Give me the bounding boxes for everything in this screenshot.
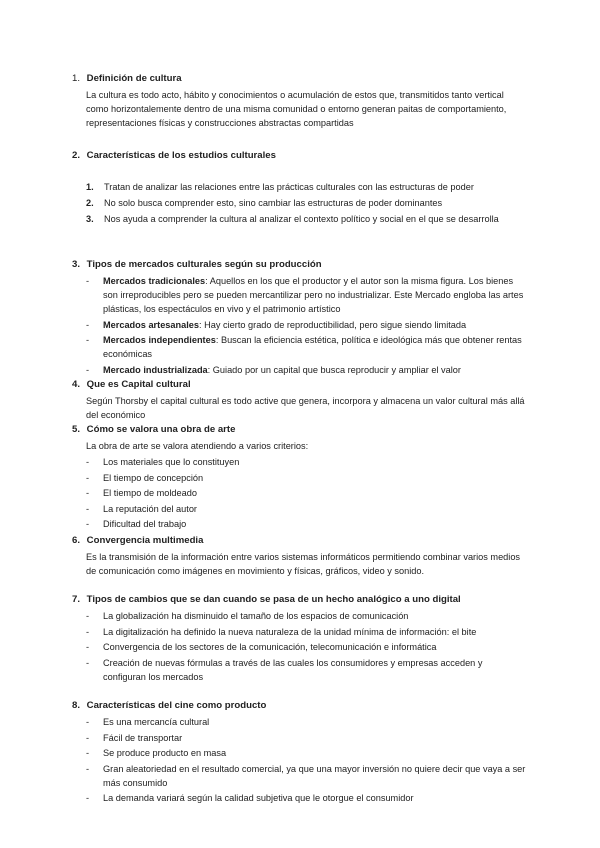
item-text: : Buscan la eficiencia estética, política e ideológica más que obtener rentas económicas bbox=[103, 335, 522, 359]
bullet-dash: - bbox=[86, 611, 90, 621]
item-number: 1. bbox=[86, 182, 94, 192]
section-7-heading bbox=[72, 594, 542, 606]
list-item bbox=[86, 715, 526, 729]
section-4-heading bbox=[72, 379, 542, 391]
list-item bbox=[86, 363, 526, 377]
section-8-heading bbox=[72, 700, 542, 712]
section-4-title: Que es Capital cultural bbox=[86, 379, 191, 390]
list-item bbox=[86, 517, 526, 531]
section-1-title: Definición de cultura bbox=[86, 73, 182, 84]
item-text: Los materiales que lo constituyen bbox=[103, 457, 240, 467]
item-text: Dificultad del trabajo bbox=[103, 519, 187, 529]
section-4-body: Según Thorsby el capital cultural es todo active que genera, incorpora y almacena un valor cultural más allá del económico bbox=[86, 396, 525, 420]
section-2-number: 2. bbox=[72, 150, 81, 161]
section-8-number: 8. bbox=[72, 700, 81, 711]
list-item bbox=[86, 212, 526, 226]
list-item bbox=[86, 609, 526, 623]
bullet-dash: - bbox=[86, 519, 90, 529]
section-3-heading bbox=[72, 259, 542, 271]
list-item bbox=[86, 180, 526, 194]
item-text: : Aquellos en los que el productor y el autor son la misma figura. Los bienes son irreproducibles pero se pueden mercantilizar pero no industrializar. Este Mercado engloba las artes plásticas, los espectáculos en vivo y el patrimonio artístico bbox=[103, 276, 524, 314]
section-3-title: Tipos de mercados culturales según su producción bbox=[86, 259, 322, 270]
section-6-body: Es la transmisión de la información entre varios sistemas informáticos permitiendo combinar varios medios de comunicación como imágenes en movimiento y físicas, gráficos, video y sonido. bbox=[86, 552, 521, 576]
section-2-title: Características de los estudios culturales bbox=[86, 150, 276, 161]
bullet-dash: - bbox=[86, 657, 90, 668]
section-7-number: 7. bbox=[72, 594, 81, 605]
list-item bbox=[86, 333, 526, 361]
bullet-dash: - bbox=[86, 732, 90, 743]
section-5-heading bbox=[72, 424, 542, 436]
item-text: La reputación del autor bbox=[103, 503, 197, 514]
item-number: 2. bbox=[86, 198, 94, 208]
bullet-dash: - bbox=[86, 319, 90, 330]
list-item bbox=[86, 640, 526, 654]
bullet-dash: - bbox=[86, 503, 90, 514]
bullet-dash: - bbox=[86, 276, 90, 286]
list-item bbox=[86, 791, 526, 805]
section-6-title: Convergencia multimedia bbox=[86, 535, 204, 546]
section-5-list bbox=[86, 455, 526, 533]
bullet-dash: - bbox=[86, 335, 90, 345]
item-text: Gran aleatoriedad en el resultado comercial, ya que una mayor inversión no quiere decir que vaya a ser más consumido bbox=[103, 763, 526, 788]
section-6-number: 6. bbox=[72, 535, 81, 546]
list-item bbox=[86, 731, 526, 745]
item-text: Fácil de transportar bbox=[103, 732, 183, 743]
list-item bbox=[86, 274, 526, 316]
section-1-number: 1. bbox=[72, 73, 81, 84]
bullet-dash: - bbox=[86, 717, 90, 727]
section-2-heading bbox=[72, 150, 542, 162]
item-text: No solo busca comprender esto, sino cambiar las estructuras de poder dominantes bbox=[104, 198, 443, 208]
section-5-number: 5. bbox=[72, 424, 81, 435]
section-5-title: Cómo se valora una obra de arte bbox=[86, 424, 236, 435]
item-lead: Mercado industrializada bbox=[103, 364, 208, 375]
bullet-dash: - bbox=[86, 626, 90, 637]
item-text: La globalización ha disminuido el tamaño de los espacios de comunicación bbox=[103, 611, 409, 621]
list-item bbox=[86, 656, 526, 684]
bullet-dash: - bbox=[86, 763, 90, 774]
item-text: Creación de nuevas fórmulas a través de las cuales los consumidores y empresas acceden y configuran los mercados bbox=[103, 657, 483, 682]
section-1-body: La cultura es todo acto, hábito y conocimientos o acumulación de estos que, transmitidos tanto vertical como horizontalemente dentro de una misma comunidad o entorno generan paitas de comportamiento, representaciones físicas y construcciones abstractas compartidas bbox=[86, 90, 507, 128]
section-8-list bbox=[86, 715, 526, 807]
list-item bbox=[86, 486, 526, 500]
list-item bbox=[86, 746, 526, 760]
section-2-list bbox=[86, 180, 526, 228]
item-text: Nos ayuda a comprender la cultura al analizar el contexto político y social en el que se desarrolla bbox=[104, 214, 499, 224]
bullet-dash: - bbox=[86, 364, 90, 375]
list-item bbox=[86, 625, 526, 639]
list-item bbox=[86, 196, 526, 210]
item-lead: Mercados independientes bbox=[103, 335, 216, 345]
section-7-list bbox=[86, 609, 526, 685]
bullet-dash: - bbox=[86, 457, 90, 467]
section-6-heading bbox=[72, 535, 542, 547]
list-item bbox=[86, 502, 526, 516]
item-text: Se produce producto en masa bbox=[103, 748, 227, 758]
list-item bbox=[86, 762, 526, 790]
item-text: La digitalización ha definido la nueva naturaleza de la unidad mínima de información: el bite bbox=[103, 626, 477, 637]
list-item bbox=[86, 318, 526, 332]
section-3-number: 3. bbox=[72, 259, 81, 270]
section-7-title: Tipos de cambios que se dan cuando se pasa de un hecho analógico a uno digital bbox=[86, 594, 461, 605]
section-5-body: La obra de arte se valora atendiendo a varios criterios: bbox=[86, 441, 309, 451]
section-3-list bbox=[86, 274, 526, 378]
item-number: 3. bbox=[86, 214, 94, 224]
item-text: : Guiado por un capital que busca reproducir y ampliar el valor bbox=[207, 364, 461, 375]
bullet-dash: - bbox=[86, 488, 90, 498]
item-text: El tiempo de moldeado bbox=[103, 488, 197, 498]
item-text: Tratan de analizar las relaciones entre las prácticas culturales con las estructuras de poder bbox=[104, 182, 474, 192]
bullet-dash: - bbox=[86, 642, 90, 652]
item-text: Es una mercancía cultural bbox=[103, 717, 210, 727]
item-text: El tiempo de concepción bbox=[103, 472, 204, 483]
item-lead: Mercados artesanales bbox=[103, 319, 200, 330]
section-4-number: 4. bbox=[72, 379, 81, 390]
list-item bbox=[86, 455, 526, 469]
bullet-dash: - bbox=[86, 793, 90, 803]
section-8-title: Características del cine como producto bbox=[86, 700, 267, 711]
bullet-dash: - bbox=[86, 472, 90, 483]
section-1-heading bbox=[72, 73, 542, 85]
item-text: : Hay cierto grado de reproductibilidad, pero sigue siendo limitada bbox=[199, 319, 467, 330]
item-text: Convergencia de los sectores de la comunicación, telecomunicación e informática bbox=[103, 642, 437, 652]
item-text: La demanda variará según la calidad subjetiva que le otorgue el consumidor bbox=[103, 793, 414, 803]
bullet-dash: - bbox=[86, 748, 90, 758]
list-item bbox=[86, 471, 526, 485]
item-lead: Mercados tradicionales bbox=[103, 276, 206, 286]
